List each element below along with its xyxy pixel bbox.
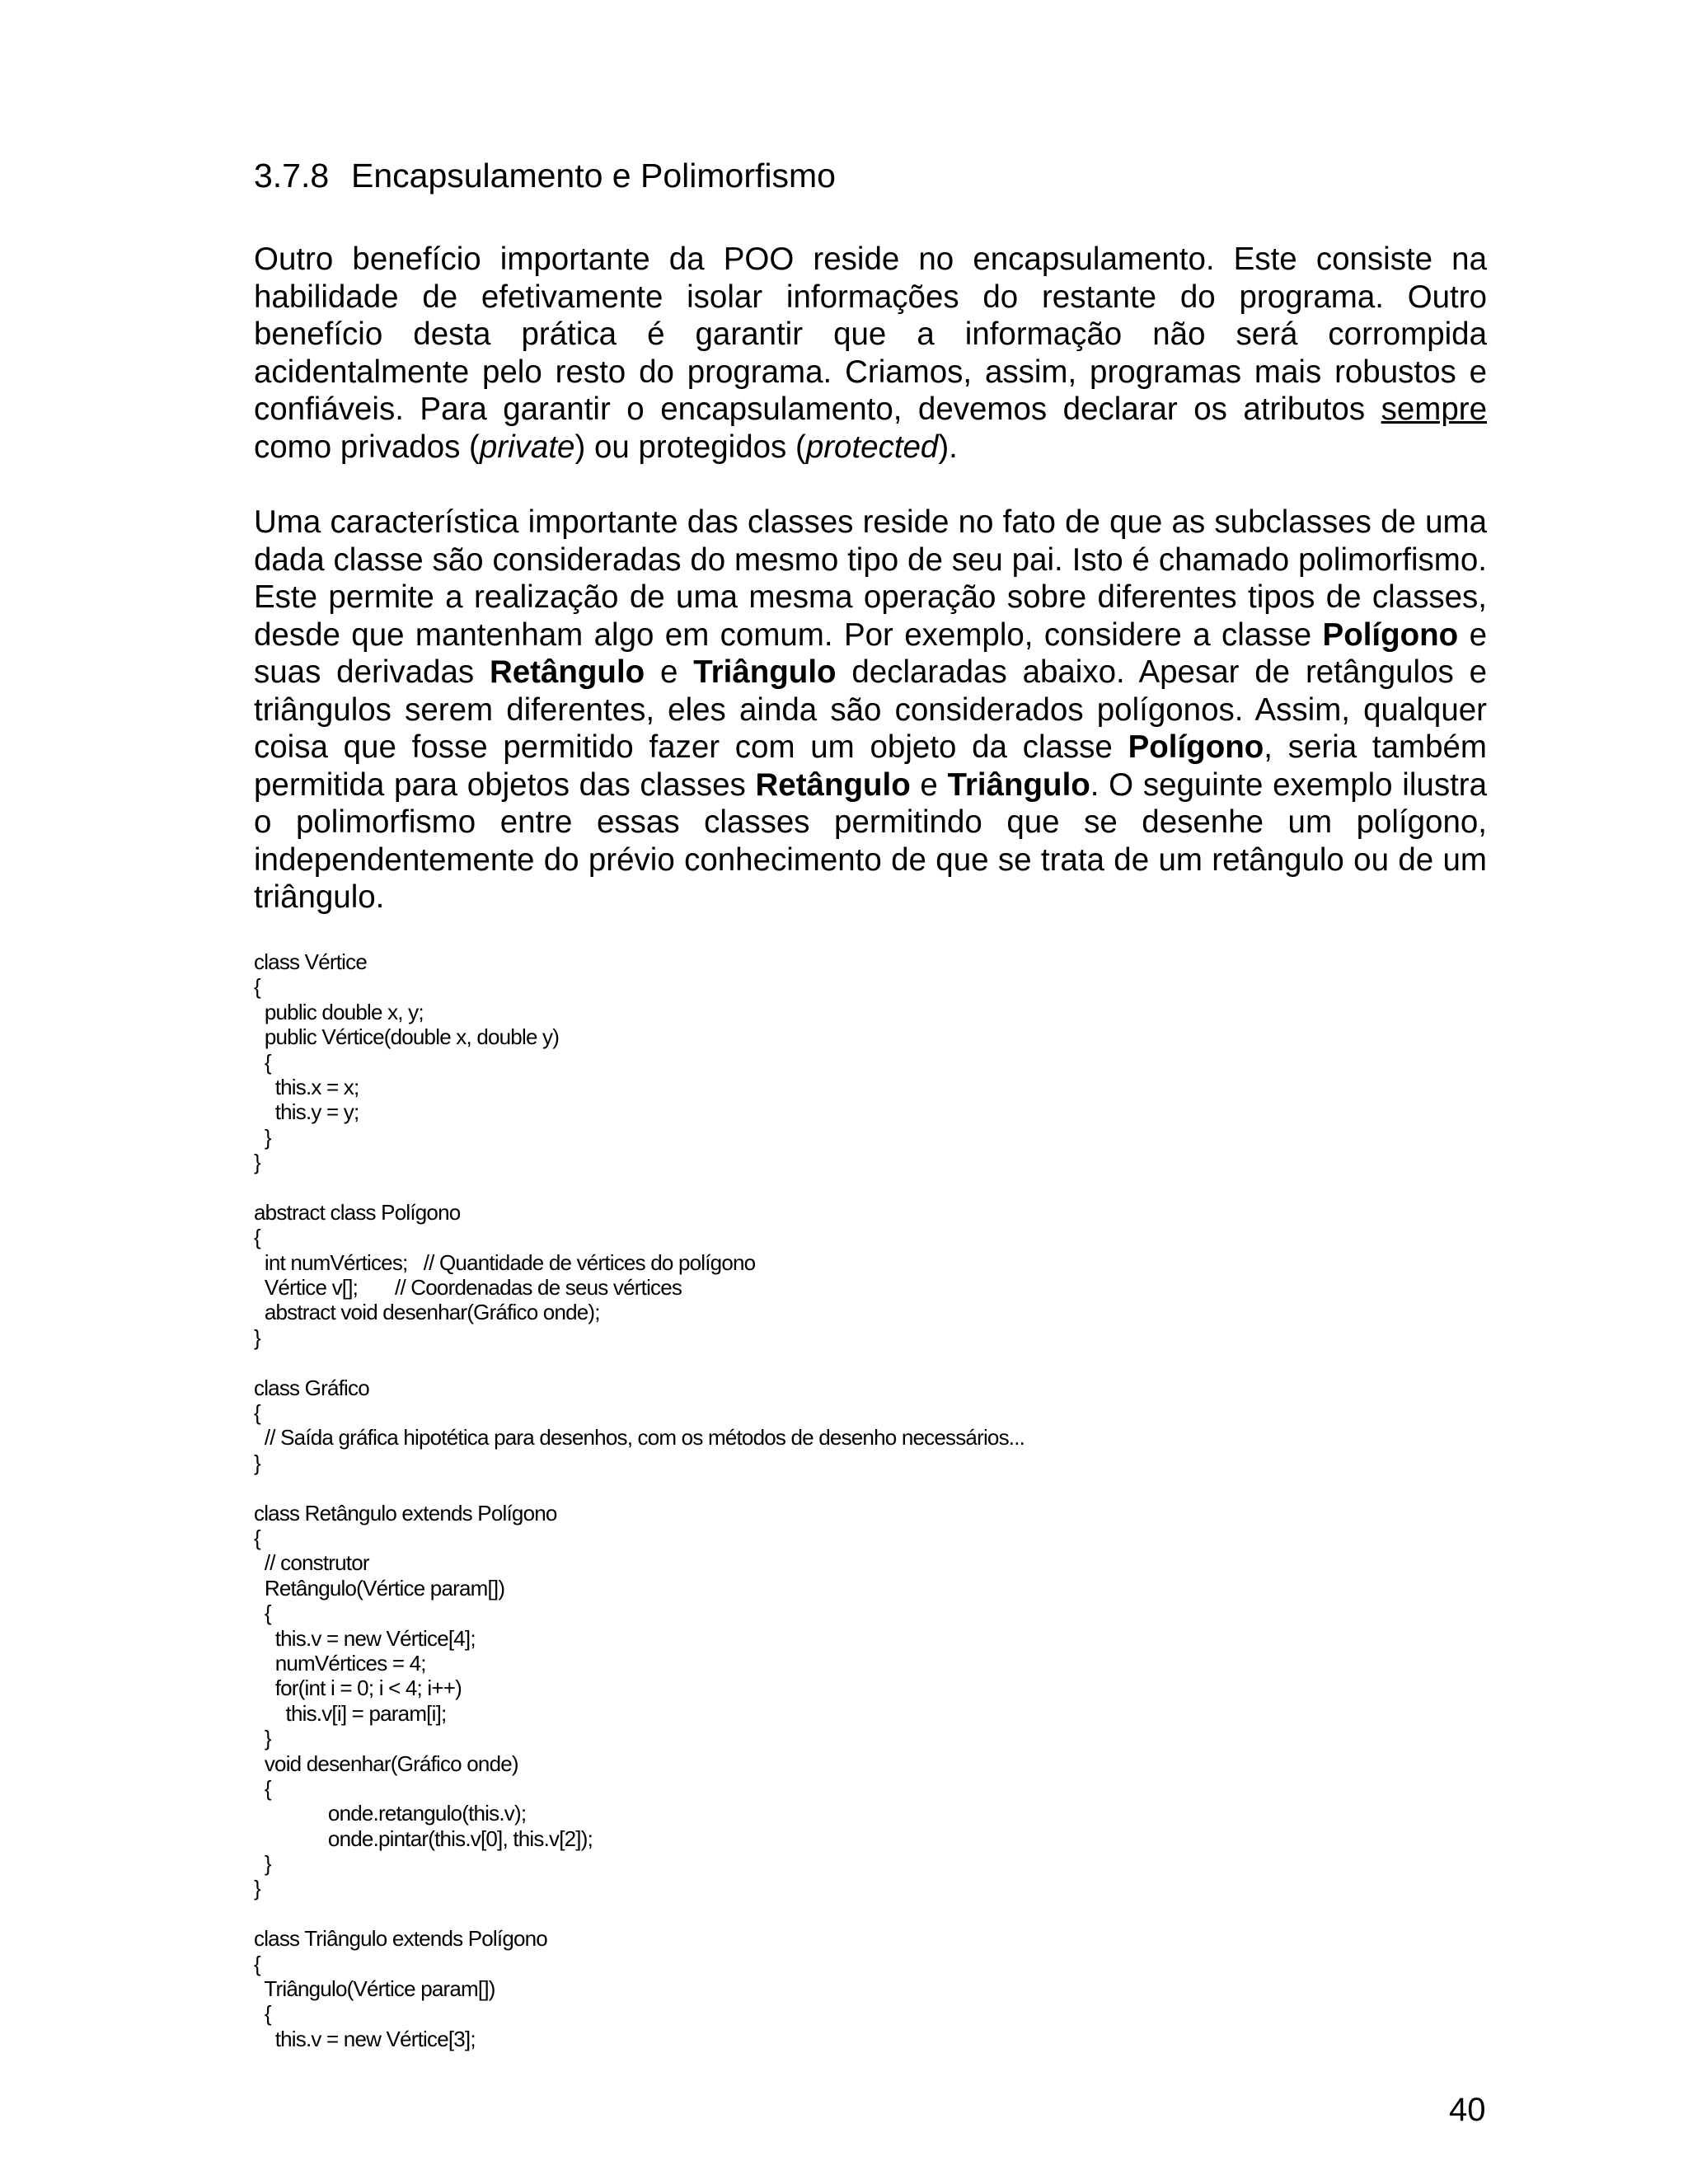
bold-term: Retângulo [489, 654, 645, 690]
code-line: this.y = y; [254, 1099, 359, 1125]
code-line: { [254, 974, 260, 1000]
code-line: { [254, 1951, 260, 1976]
code-line: } [254, 1726, 271, 1751]
code-line: } [254, 1150, 260, 1175]
italic-term: protected [805, 429, 939, 465]
paragraph-polimorfismo [254, 504, 1487, 916]
code-line: for(int i = 0; i < 4; i++) [254, 1675, 462, 1701]
text-span: , seria também permitida para objetos das classes [254, 729, 1487, 803]
code-line: { [254, 1049, 271, 1075]
code-line: int numVértices; // Quantidade de vértices do polígono [254, 1249, 756, 1275]
text-span: Uma característica importante das classes reside no fato de que as subclasses de uma dada classe são consideradas do mesmo tipo de seu pai. Isto é chamado polimorfismo. Este permite a realização de uma mesma operação sobre diferentes tipos de classes, desde que mantenham algo em comum. Por exemplo, considere a classe [254, 504, 1487, 653]
section-number: 3.7.8 [254, 157, 330, 194]
code-line: { [254, 1225, 260, 1250]
code-line: { [254, 2001, 271, 2027]
underlined-word: sempre [1381, 391, 1487, 427]
text-span: e suas derivadas [254, 616, 1488, 690]
code-line: { [254, 1525, 260, 1550]
code-line: } [254, 1124, 271, 1150]
code-line: this.v = new Vértice[4]; [254, 1625, 476, 1651]
code-block-vertice [254, 949, 1490, 1175]
code-line: class Gráfico [254, 1375, 369, 1400]
bold-term: Polígono [1322, 616, 1459, 653]
code-line: Triângulo(Vértice param[]) [254, 1976, 495, 2002]
code-line: public Vértice(double x, double y) [254, 1024, 560, 1050]
code-line: class Vértice [254, 949, 367, 974]
code-block-retangulo [254, 1501, 1490, 1901]
code-block-triangulo [254, 1926, 1490, 2051]
code-line: this.v[i] = param[i]; [254, 1700, 447, 1726]
code-listing [254, 949, 1490, 2077]
code-line: } [254, 1450, 260, 1475]
code-line: } [254, 1876, 260, 1901]
bold-term: Retângulo [755, 766, 911, 803]
code-line: public double x, y; [254, 999, 424, 1024]
code-line: // Saída gráfica hipotética para desenhos, com os métodos de desenho necessários... [254, 1425, 1025, 1451]
text-span: declaradas abaixo. Apesar de retângulos e triângulos serem diferentes, eles ainda são considerados polígonos. Assim, qualquer coisa que fosse permitido fazer com um objeto da classe [254, 654, 1487, 765]
code-line: class Triângulo extends Polígono [254, 1926, 547, 1952]
code-line: { [254, 1775, 271, 1801]
italic-term: private [479, 429, 575, 465]
paragraph-encapsulamento [254, 241, 1487, 466]
page-number: 40 [1449, 2092, 1486, 2128]
code-line: numVértices = 4; [254, 1650, 426, 1675]
code-block-grafico [254, 1376, 1490, 1476]
code-line: Retângulo(Vértice param[]) [254, 1575, 505, 1601]
code-line: // construtor [254, 1550, 369, 1576]
code-line: class Retângulo extends Polígono [254, 1500, 557, 1526]
text-span: e [645, 654, 694, 690]
code-line: abstract void desenhar(Gráfico onde); [254, 1300, 600, 1325]
bold-term: Polígono [1128, 729, 1264, 765]
code-line: this.v = new Vértice[3]; [254, 2026, 476, 2051]
code-line: } [254, 1851, 271, 1877]
code-line: { [254, 1601, 271, 1626]
text-span: Outro benefício importante da POO reside no encapsulamento. Este consiste na habilidade de efetivamente isolar informações do restante do programa. Outro benefício desta prática é garantir que a informação não será corrompida acidentalmente pelo resto do programa. Criamos, assim, programas mais robustos e confiáveis. Para garantir o encapsulamento, devemos declarar os atributos [254, 241, 1487, 427]
code-line: } [254, 1324, 260, 1350]
text-span: e [910, 766, 948, 803]
code-line: onde.pintar(this.v[0], this.v[2]); [254, 1825, 593, 1851]
code-line: { [254, 1400, 260, 1426]
code-line: this.x = x; [254, 1074, 359, 1099]
bold-term: Triângulo [947, 766, 1090, 803]
section-heading [254, 157, 836, 195]
code-block-poligono [254, 1200, 1490, 1350]
code-line: Vértice v[]; // Coordenadas de seus vértices [254, 1275, 682, 1301]
code-line: onde.retangulo(this.v); [254, 1801, 527, 1826]
text-span: ) ou protegidos ( [574, 429, 806, 465]
text-span: . O seguinte exemplo ilustra o polimorfismo entre essas classes permitindo que se desenhe um polígono, independentemente do prévio conhecimento de que se trata de um retângulo ou de um triângulo. [254, 766, 1487, 915]
code-line: void desenhar(Gráfico onde) [254, 1750, 518, 1776]
text-span: como privados ( [254, 429, 480, 465]
code-line: abstract class Polígono [254, 1199, 461, 1225]
section-title: Encapsulamento e Polimorfismo [351, 157, 836, 194]
text-span: ). [938, 429, 958, 465]
bold-term: Triângulo [693, 654, 837, 690]
